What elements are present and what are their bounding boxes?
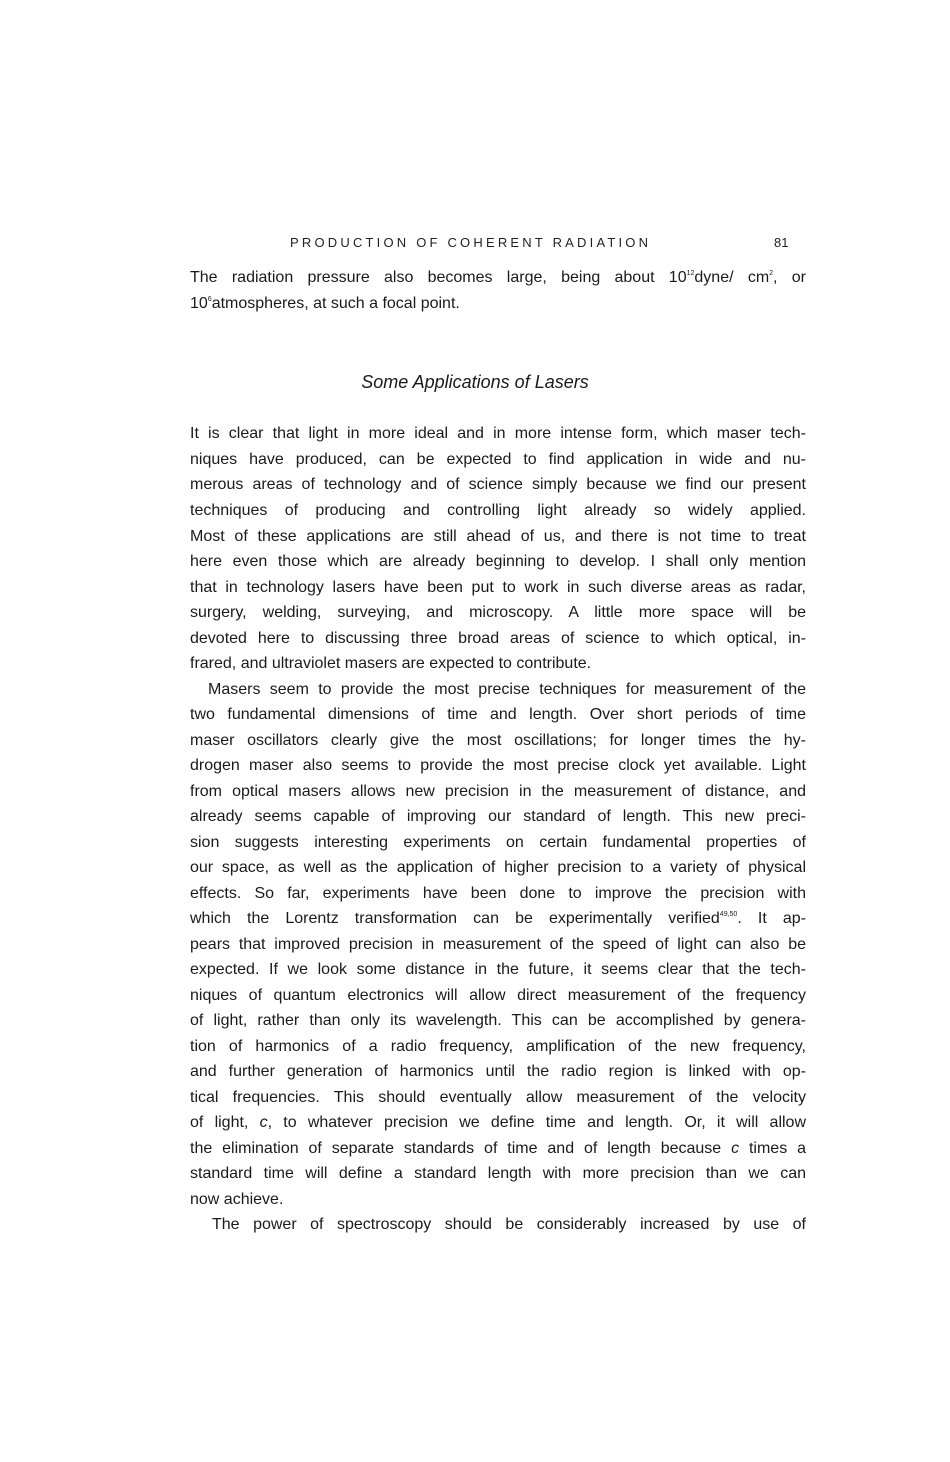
para2-line: from optical masers allows new precision in the measurement of distance, and (190, 783, 806, 800)
para1-line: It is clear that light in more ideal and in more intense form, which maser tech- (190, 425, 806, 442)
para1-line: frared, and ultraviolet masers are expected to contribute. (190, 655, 592, 672)
para2-line: drogen maser also seems to provide the most precise clock yet available. Light (190, 757, 806, 774)
para2-line: standard time will define a standard length with more precision than we can (190, 1165, 806, 1182)
para2-reference-line: which the Lorentz transformation can be experimentally verified$^{49,50}$. It ap- (190, 910, 806, 927)
para1-line: devoted here to discussing three broad areas of science to which optical, in- (190, 630, 806, 647)
reference-superscript: 49,50 (719, 911, 738, 918)
para2-line: Masers seem to provide the most precise techniques for measurement of the (208, 681, 806, 698)
para1-line: merous areas of technology and of science simply because we find our present (190, 476, 806, 493)
para2-line: expected. If we look some distance in the future, it seems clear that the tech- (190, 961, 806, 978)
para1-line: that in technology lasers have been put to work in such diverse areas as radar, (190, 579, 806, 596)
para2-line: pears that improved precision in measurement of the speed of light can also be (190, 936, 806, 953)
para2-line: already seems capable of improving our standard of length. This new preci- (190, 808, 806, 825)
para1-line: niques have produced, can be expected to find application in wide and nu- (190, 451, 806, 468)
running-title: PRODUCTION OF COHERENT RADIATION (290, 235, 652, 250)
para2-c2-line: the elimination of separate standards of time and of length because c times a (190, 1140, 806, 1157)
para3-line: The power of spectroscopy should be considerably increased by use of (212, 1216, 806, 1233)
para1-line: techniques of producing and controlling light already so widely applied. (190, 502, 806, 519)
para2-line: sion suggests interesting experiments on certain fundamental properties of (190, 834, 806, 851)
para2-line: our space, as well as the application of higher precision to a variety of physical (190, 859, 806, 876)
para2-line: maser oscillators clearly give the most oscillations; for longer times the hy- (190, 732, 806, 749)
para1-line: here even those which are already beginning to develop. I shall only mention (190, 553, 806, 570)
page-number: 81 (774, 235, 789, 250)
intro-line-2: $10^6atmospheres$, at such a focal point. (190, 295, 460, 312)
para2-line: tical frequencies. This should eventually allow measurement of the velocity (190, 1089, 806, 1106)
intro-line-1: The radiation pressure also becomes large, being about $10^{12}dyne/$ $cm^2$, or (190, 269, 806, 286)
para2-c-line: of light, c, to whatever precision we define time and length. Or, it will allow (190, 1114, 807, 1131)
para1-line: Most of these applications are still ahead of us, and there is not time to treat (190, 528, 806, 545)
para2-line: niques of quantum electronics will allow direct measurement of the frequency (190, 987, 806, 1004)
para2-line: two fundamental dimensions of time and length. Over short periods of time (190, 706, 806, 723)
para2-line: of light, rather than only its wavelength. This can be accomplished by genera- (190, 1012, 806, 1029)
section-heading: Some Applications of Lasers (361, 372, 589, 392)
para2-line: now achieve. (190, 1191, 284, 1208)
para2-line: effects. So far, experiments have been done to improve the precision with (190, 885, 806, 902)
para2-line: tion of harmonics of a radio frequency, amplification of the new frequency, (190, 1038, 806, 1055)
para1-line: surgery, welding, surveying, and microscopy. A little more space will be (190, 604, 806, 621)
para2-line: and further generation of harmonics until the radio region is linked with op- (190, 1063, 806, 1080)
